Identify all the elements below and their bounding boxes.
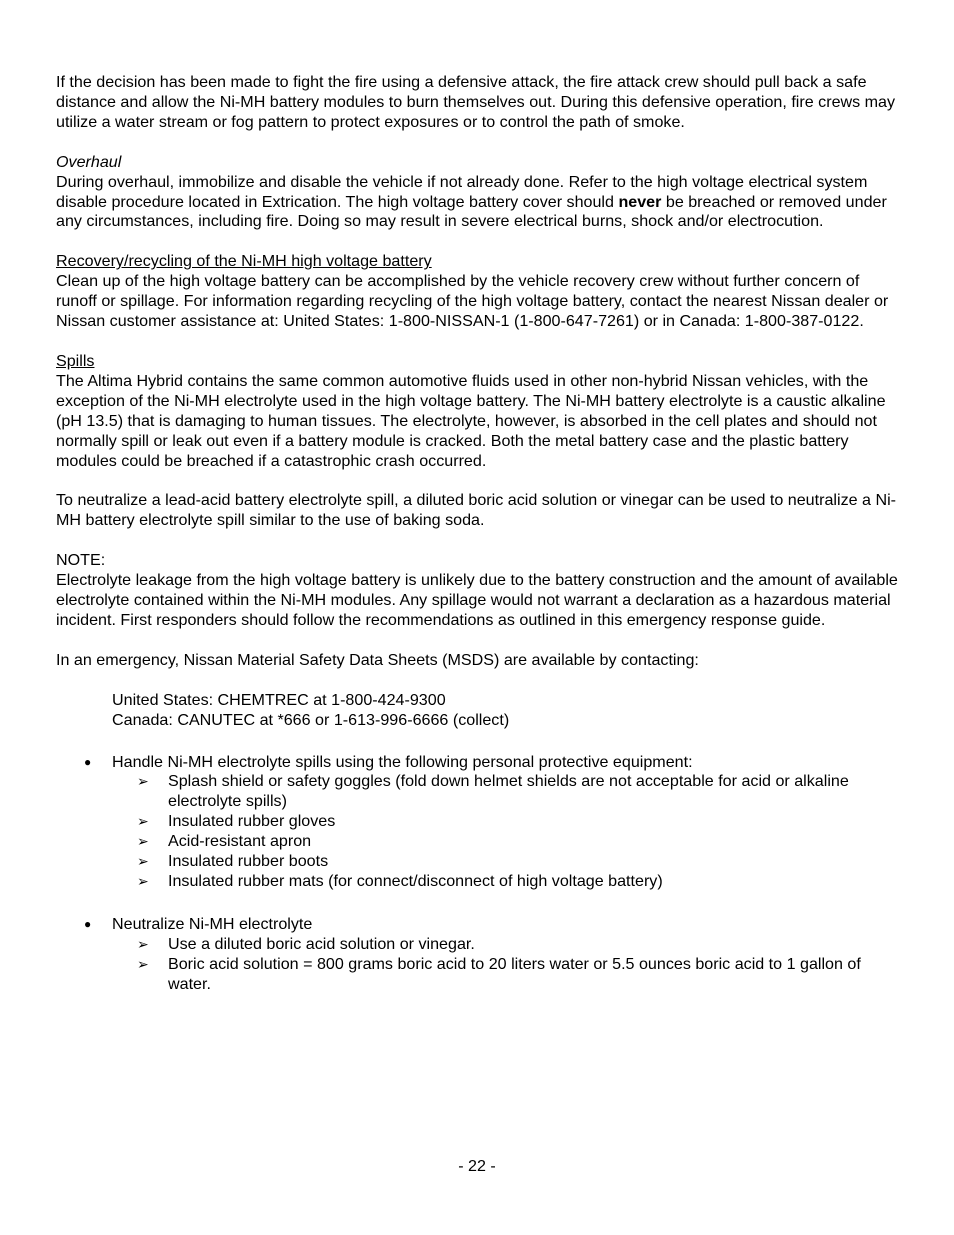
sub-list-item	[56, 812, 901, 832]
heading-overhaul: Overhaul	[56, 152, 122, 171]
sub-list-item	[56, 832, 901, 852]
arrow-bullet-icon: ➢	[137, 833, 149, 850]
contact-canada: Canada: CANUTEC at *666 or 1-613-996-6666 (collect)	[112, 710, 510, 729]
sub-list-item	[56, 955, 901, 995]
contact-united-states: United States: CHEMTREC at 1-800-424-9300	[112, 690, 446, 709]
sub-item-text: Use a diluted boric acid solution or vinegar.	[168, 934, 475, 953]
arrow-bullet-icon: ➢	[137, 935, 149, 952]
arrow-bullet-icon: ➢	[137, 955, 149, 972]
paragraph-defensive-attack: If the decision has been made to fight the fire using a defensive attack, the fire attack crew should pull back a safe distance and allow the Ni-MH battery modules to burn themselves out. During this defensive operation, fire crews may utilize a water stream or fog pattern to protect exposures or to control the path of smoke.	[56, 73, 896, 131]
sub-item-text: Insulated rubber gloves	[168, 812, 336, 831]
overhaul-emphasis: never	[618, 192, 662, 211]
sub-item-text: Acid-resistant apron	[168, 832, 312, 851]
sub-list-item	[56, 935, 901, 955]
paragraph-msds: In an emergency, Nissan Material Safety Data Sheets (MSDS) are available by contacting:	[56, 650, 699, 669]
arrow-bullet-icon: ➢	[137, 773, 149, 790]
paragraph-recovery: Clean up of the high voltage battery can be accomplished by the vehicle recovery crew without further concern of runoff or spillage. For information regarding recycling of the high voltage battery, contact the nearest Nissan dealer or Nissan customer assistance at: United States: 1-800-NISSAN-1 (1-800-647-7261) or in Canada: 1-800-387-0122.	[56, 272, 889, 331]
paragraph-overhaul	[56, 173, 901, 233]
arrow-bullet-icon: ➢	[137, 853, 149, 870]
heading-spills: Spills	[56, 351, 95, 370]
sub-list-item	[56, 872, 901, 892]
sub-list-item	[56, 852, 901, 872]
bullet-label: Handle Ni-MH electrolyte spills using the following personal protective equipment:	[112, 752, 693, 771]
heading-note: NOTE:	[56, 551, 106, 570]
bullet-item	[56, 753, 901, 773]
sub-item-text: Splash shield or safety goggles (fold down helmet shields are not acceptable for acid or alkaline electrolyte spills)	[168, 772, 849, 811]
paragraph-neutralize: To neutralize a lead-acid battery electrolyte spill, a diluted boric acid solution or vinegar can be used to neutralize a Ni-MH battery electrolyte spill similar to the use of baking soda.	[56, 491, 897, 530]
document-body	[56, 73, 901, 995]
arrow-bullet-icon: ➢	[137, 813, 149, 830]
sub-list-ppe	[56, 772, 901, 891]
bullet-dot-icon: ●	[84, 754, 92, 769]
overhaul-text-before: During overhaul, immobilize and disable the vehicle if not already done. Refer to the high voltage electrical system disable procedure located in Extrication. The high voltage battery cover should	[56, 172, 868, 211]
bullet-list-neutralize	[56, 915, 901, 935]
bullet-dot-icon: ●	[84, 916, 92, 931]
sub-list-neutralize	[56, 935, 901, 995]
overhaul-text-after: be breached or removed under any circumstances, including fire. Doing so may result in severe electrical burns, shock and/or electrocution.	[56, 192, 887, 231]
paragraph-note: Electrolyte leakage from the high voltage battery is unlikely due to the battery construction and the amount of available electrolyte contained within the Ni-MH modules. Any spillage would not warrant a declaration as a hazardous material incident. First responders should follow the recommendations as outlined in this emergency response guide.	[56, 571, 898, 629]
bullet-list-ppe	[56, 753, 901, 773]
sub-item-text: Insulated rubber mats (for connect/disconnect of high voltage battery)	[168, 872, 663, 890]
heading-recovery: Recovery/recycling of the Ni-MH high voltage battery	[56, 252, 432, 271]
sub-item-text: Insulated rubber boots	[168, 852, 329, 871]
paragraph-spills: The Altima Hybrid contains the same common automotive fluids used in other non-hybrid Nissan vehicles, with the exception of the Ni-MH electrolyte used in the high voltage battery. The Ni-MH battery electrolyte is a caustic alkaline (pH 13.5) that is damaging to human tissues. The electrolyte, however, is absorbed in the cell plates and should not normally spill or leak out even if a battery module is cracked. Both the metal battery case and the plastic battery modules could be breached if a catastrophic crash occurred.	[56, 371, 886, 470]
sub-item-text: Boric acid solution = 800 grams boric acid to 20 liters water or 5.5 ounces boric acid to 1 gallon of water.	[168, 954, 861, 993]
sub-list-item	[56, 772, 901, 812]
bullet-label: Neutralize Ni-MH electrolyte	[112, 914, 313, 933]
page-number: - 22 -	[458, 1157, 496, 1175]
arrow-bullet-icon: ➢	[137, 873, 149, 889]
bullet-item	[56, 915, 901, 935]
